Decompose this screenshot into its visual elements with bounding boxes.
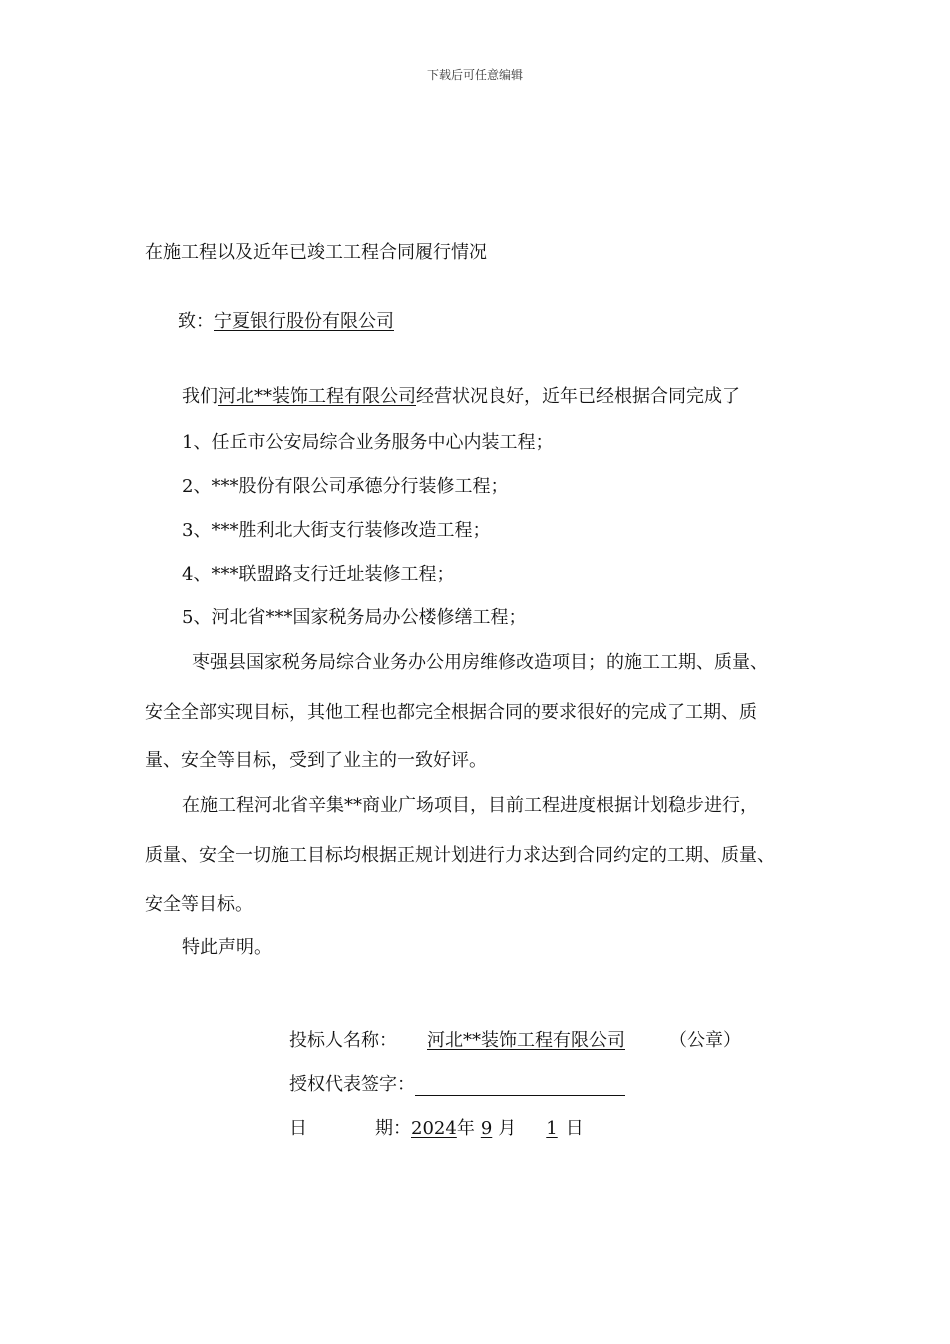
project-item: 2、***股份有限公司承德分行装修工程； bbox=[182, 476, 509, 497]
project-item: 4、***联盟路支行迁址装修工程； bbox=[182, 564, 455, 585]
project-item: 1、任丘市公安局综合业务服务中心内装工程； bbox=[182, 432, 554, 453]
date-month-unit: 月 bbox=[498, 1118, 517, 1139]
recipient-name: 宁夏银行股份有限公司 bbox=[214, 311, 394, 332]
paragraph1-line: 量、安全等目标，受到了业主的一致好评。 bbox=[145, 750, 487, 771]
date-label-2: 期： bbox=[375, 1118, 411, 1139]
recipient-line bbox=[178, 307, 394, 333]
date-line bbox=[289, 1114, 584, 1140]
bidder-name: 河北**装饰工程有限公司 bbox=[427, 1030, 625, 1051]
project-item: 3、***胜利北大街支行装修改造工程； bbox=[182, 520, 491, 541]
rep-label: 授权代表签字： bbox=[289, 1074, 415, 1095]
date-year-unit: 年 bbox=[456, 1118, 475, 1139]
paragraph2-line: 质量、安全一切施工目标均根据正规计划进行力求达到合同约定的工期、质量、 bbox=[145, 845, 775, 866]
date-label-1: 日 bbox=[289, 1118, 307, 1139]
recipient-prefix: 致： bbox=[178, 311, 214, 332]
rep-line bbox=[289, 1070, 625, 1096]
paragraph1-line: 安全全部实现目标，其他工程也都完全根据合同的要求很好的完成了工期、质 bbox=[145, 702, 757, 723]
bidder-line bbox=[289, 1026, 741, 1052]
intro-post: 经营状况良好，近年已经根据合同完成了 bbox=[416, 386, 740, 407]
seal-note: （公章） bbox=[669, 1030, 741, 1051]
date-day: 1 bbox=[546, 1118, 558, 1139]
header-note: 下载后可任意编辑 bbox=[426, 68, 523, 82]
intro-company: 河北**装饰工程有限公司 bbox=[218, 386, 416, 407]
project-item: 5、河北省***国家税务局办公楼修缮工程； bbox=[182, 607, 527, 628]
date-month: 9 bbox=[480, 1118, 493, 1139]
signature-blank[interactable] bbox=[415, 1075, 625, 1096]
document-title: 在施工程以及近年已竣工工程合同履行情况 bbox=[145, 242, 487, 263]
paragraph2-line: 安全等目标。 bbox=[145, 894, 253, 915]
intro-pre: 我们 bbox=[182, 386, 218, 407]
bidder-label: 投标人名称： bbox=[289, 1030, 397, 1051]
paragraph2-line: 在施工程河北省辛集**商业广场项目，目前工程进度根据计划稳步进行， bbox=[182, 795, 758, 816]
paragraph1-line: 枣强县国家税务局综合业务办公用房维修改造项目；的施工工期、质量、 bbox=[192, 652, 768, 673]
date-day-unit: 日 bbox=[565, 1118, 584, 1139]
declaration: 特此声明。 bbox=[182, 937, 272, 958]
date-year: 2024 bbox=[411, 1118, 457, 1139]
intro-line bbox=[182, 382, 740, 408]
